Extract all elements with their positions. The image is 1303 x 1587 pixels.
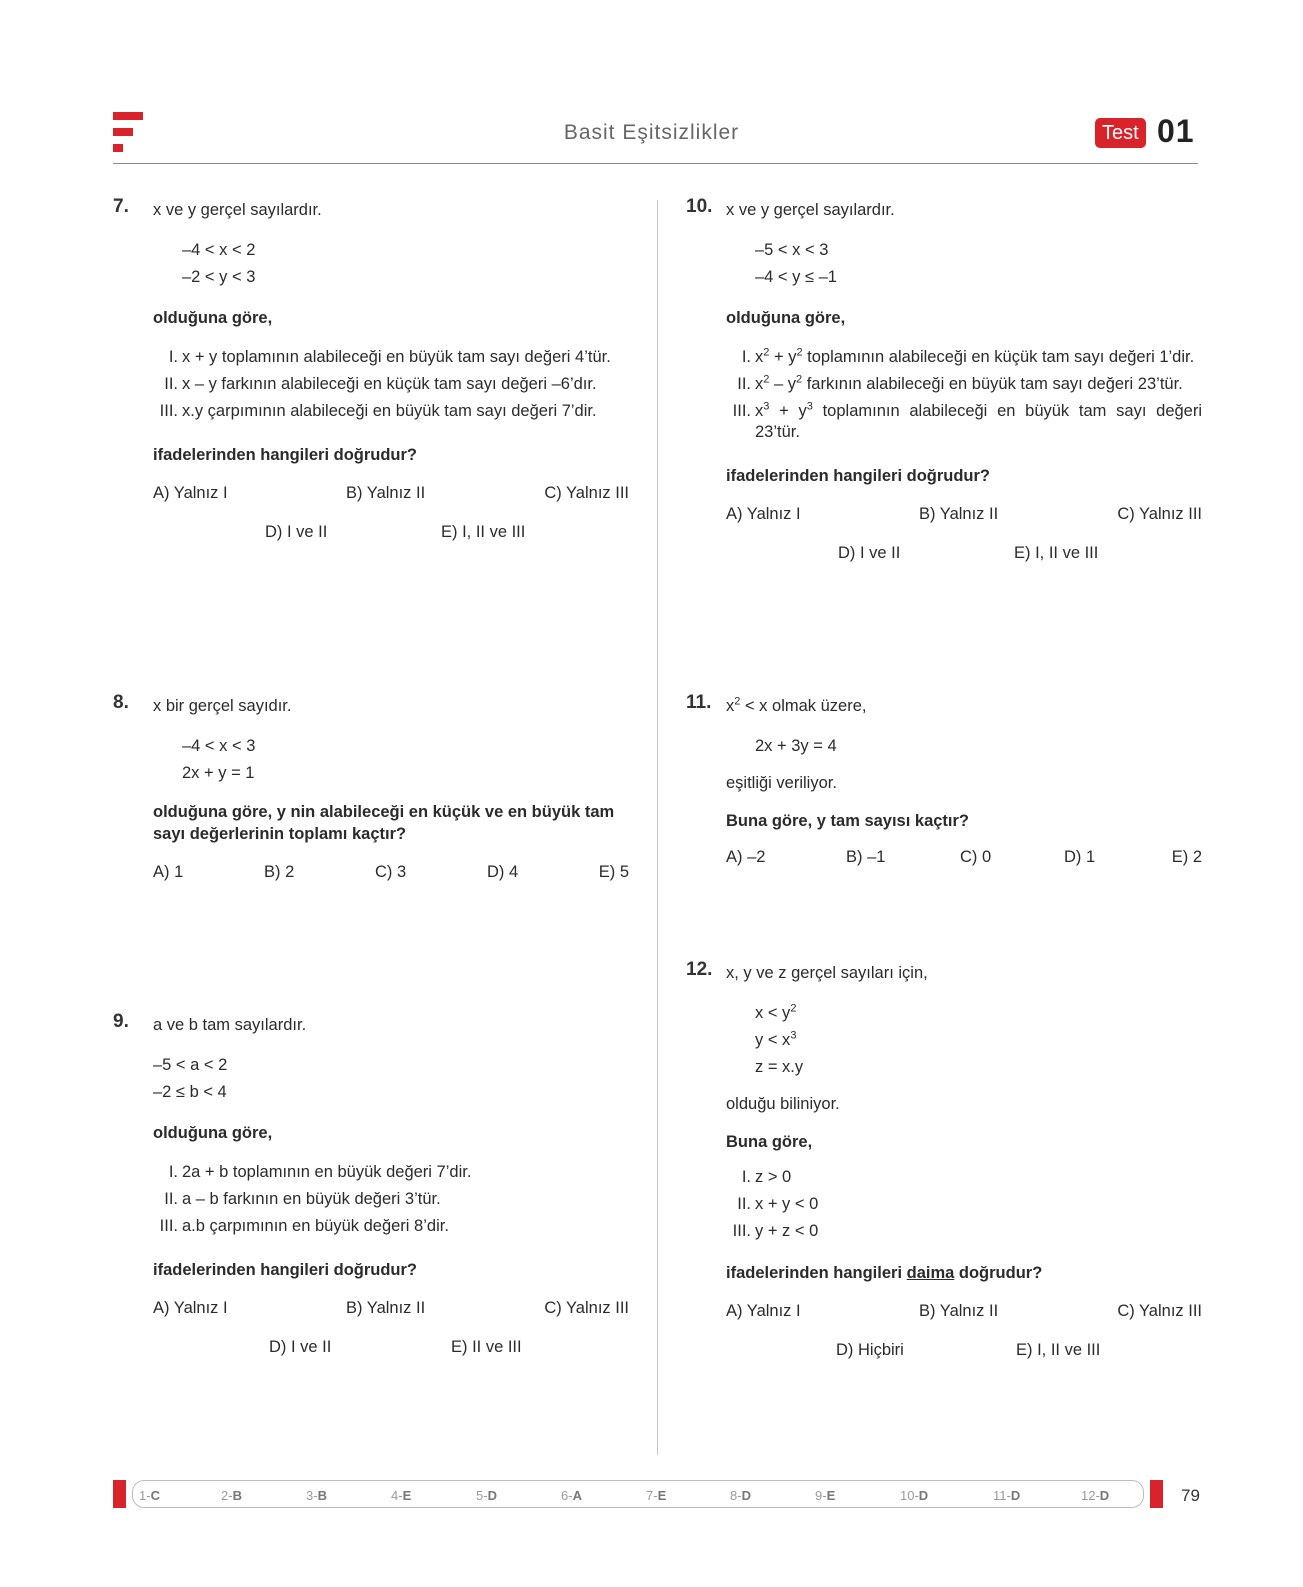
roman-numeral: I.: [168, 348, 178, 366]
answer-key-bar: [113, 1480, 1208, 1510]
prompt: olduğuna göre,: [726, 309, 846, 327]
option-d[interactable]: D) I ve II: [265, 523, 328, 541]
option-c[interactable]: C) 0: [960, 848, 992, 866]
given-conditions: [182, 733, 629, 787]
option-b[interactable]: B) Yalnız II: [919, 505, 999, 523]
test-number: 01: [1157, 113, 1195, 149]
question-text: ifadelerinden hangileri daima doğrudur?: [726, 1264, 1043, 1282]
given-conditions: [755, 733, 1202, 760]
condition: –4 < x < 3: [182, 737, 256, 755]
option-b[interactable]: B) –1: [846, 848, 886, 866]
option-e[interactable]: E) I, II ve III: [441, 523, 526, 541]
answer-key-item: 9-E: [815, 1488, 836, 1503]
option-b[interactable]: B) Yalnız II: [346, 1299, 426, 1317]
statement-text: x + y toplamının alabileceği en büyük tam sayı değeri 4’tür.: [182, 348, 611, 366]
roman-numeral: II.: [737, 375, 751, 393]
statement: [726, 1194, 1202, 1215]
statement-text: farkının alabileceği en büyük tam sayı değeri 23’tür.: [802, 375, 1183, 393]
question-number: 10.: [686, 196, 713, 217]
condition: –4 < x < 2: [182, 241, 256, 259]
header-divider: [113, 163, 1198, 164]
statement-text: x.y çarpımının alabileceği en büyük tam sayı değeri 7’dir.: [182, 402, 597, 420]
statement-list: [153, 1162, 629, 1237]
question-text: ifadelerinden hangileri doğrudur?: [726, 467, 991, 485]
question-text: Buna göre, y tam sayısı kaçtır?: [726, 812, 970, 830]
question-9: [113, 1011, 629, 1379]
statement: [726, 1221, 1202, 1242]
condition: 2x + y = 1: [182, 764, 255, 782]
statement: [153, 374, 629, 395]
condition: –4 < y ≤ –1: [755, 268, 837, 286]
option-b[interactable]: B) 2: [264, 863, 295, 881]
answer-options: [153, 484, 629, 564]
option-a[interactable]: A) Yalnız I: [153, 1299, 228, 1317]
question-number: 8.: [113, 692, 129, 713]
given-conditions: [755, 1000, 1202, 1081]
option-a[interactable]: A) Yalnız I: [726, 505, 801, 523]
condition: –2 ≤ b < 4: [153, 1083, 227, 1101]
given-conditions: [755, 237, 1202, 291]
condition: $x < y^2$: [755, 1002, 797, 1022]
question-stem: x ve y gerçel sayılardır.: [153, 201, 322, 219]
question-11: [686, 692, 1202, 888]
condition: 2x + 3y = 4: [755, 737, 837, 755]
question-number: 12.: [686, 959, 713, 980]
question-10: [686, 196, 1203, 585]
question-number: 11.: [686, 692, 712, 713]
roman-numeral: I.: [741, 1168, 751, 1186]
statement-text: x – y farkının alabileceği en küçük tam sayı değeri –6’dır.: [182, 375, 597, 393]
option-a[interactable]: A) –2: [726, 848, 766, 866]
answer-key-item: 1-C: [139, 1488, 160, 1503]
roman-numeral: I.: [168, 1163, 178, 1181]
answer-key-item: 4-E: [391, 1488, 412, 1503]
answer-key-item: 7-E: [646, 1488, 667, 1503]
prompt: olduğu biliniyor.: [726, 1095, 840, 1113]
statement-text: z > 0: [755, 1168, 792, 1186]
condition: z = x.y: [755, 1058, 804, 1076]
option-e[interactable]: E) 5: [598, 863, 629, 881]
prompt: olduğuna göre,: [153, 1124, 273, 1142]
roman-numeral: II.: [737, 1195, 751, 1213]
answer-options: [726, 848, 1202, 888]
prompt: olduğuna göre,: [153, 309, 273, 327]
statement-text: y + z < 0: [755, 1222, 819, 1240]
answer-key-item: 12-D: [1081, 1488, 1110, 1503]
roman-numeral: III.: [732, 1222, 751, 1240]
answer-bar-marker-left: [113, 1480, 126, 1508]
page-title: Basit Eşitsizlikler: [563, 121, 740, 144]
statement-list: [726, 1167, 1202, 1242]
question-8: [113, 692, 629, 903]
statement-text: a.b çarpımının en büyük değeri 8’dir.: [182, 1217, 449, 1235]
page-number: 79: [1181, 1486, 1200, 1505]
statement: [153, 1216, 629, 1237]
roman-numeral: II.: [164, 375, 178, 393]
option-e[interactable]: E) I, II ve III: [1016, 1341, 1101, 1359]
answer-options: [153, 863, 629, 903]
given-conditions: [153, 1052, 629, 1106]
column-divider: [657, 200, 658, 1455]
answer-key-item: 5-D: [476, 1488, 497, 1503]
answer-options: [726, 505, 1202, 585]
statement-text: 2a + b toplamının en büyük değeri 7’dir.: [182, 1163, 472, 1181]
option-c[interactable]: C) Yalnız III: [1117, 505, 1202, 523]
question-stem: x bir gerçel sayıdır.: [153, 697, 292, 715]
question-stem: x ve y gerçel sayılardır.: [726, 201, 895, 219]
option-e[interactable]: E) II ve III: [451, 1338, 522, 1356]
answer-key-item: 2-B: [221, 1488, 242, 1503]
condition: –5 < a < 2: [153, 1056, 228, 1074]
question-text: olduğuna göre, y nin alabileceği en küçük ve en büyük tam sayı değerlerinin toplamı kaçtır?: [153, 803, 615, 843]
question-12: [686, 959, 1202, 1382]
answer-bar-marker-right: [1150, 1480, 1163, 1508]
condition: –2 < y < 3: [182, 268, 256, 286]
roman-numeral: III.: [159, 402, 178, 420]
condition: $y < x^3$: [755, 1029, 797, 1049]
option-b[interactable]: B) Yalnız II: [346, 484, 426, 502]
statement: III. $x^3 + y^3$ toplamının alabileceği en büyük tam sayı değeri 23’tür.: [732, 400, 1203, 441]
option-c[interactable]: C) Yalnız III: [544, 484, 629, 502]
emphasis: daima: [906, 1264, 955, 1282]
answer-options: [726, 1302, 1202, 1382]
roman-numeral: I.: [741, 348, 751, 366]
option-b[interactable]: B) Yalnız II: [919, 1302, 999, 1320]
roman-numeral: III.: [732, 402, 751, 420]
answer-key-item: 10-D: [900, 1488, 929, 1503]
option-e[interactable]: E) I, II ve III: [1014, 544, 1099, 562]
option-d[interactable]: D) I ve II: [269, 1338, 332, 1356]
prompt: eşitliği veriliyor.: [726, 774, 837, 792]
question-stem: x, y ve z gerçel sayıları için,: [726, 964, 928, 982]
statement-list: [153, 347, 629, 422]
question-number: 9.: [113, 1011, 129, 1032]
option-d[interactable]: D) I ve II: [838, 544, 901, 562]
test-badge: Test: [1095, 118, 1146, 148]
option-d[interactable]: D) 1: [1064, 848, 1096, 866]
statement-list: [726, 347, 1202, 443]
answer-key-item: 8-D: [730, 1488, 751, 1503]
roman-numeral: III.: [159, 1217, 178, 1235]
question-stem: $x^2 < x$ olmak üzere,: [726, 695, 867, 715]
statement-text: toplamının alabileceği en büyük tam sayı değeri 23’tür.: [755, 402, 1203, 441]
option-a[interactable]: A) 1: [153, 863, 184, 881]
statement-text: x + y < 0: [755, 1195, 819, 1213]
option-a[interactable]: A) Yalnız I: [153, 484, 228, 502]
statement: I. $x^2 + y^2$ toplamının alabileceği en küçük tam sayı değeri 1’dir.: [741, 346, 1195, 366]
option-e[interactable]: E) 2: [1171, 848, 1202, 866]
statement: [726, 1167, 1202, 1188]
answer-options: [153, 1299, 629, 1379]
statement-text: toplamının alabileceği en küçük tam sayı değeri 1’dir.: [802, 348, 1195, 366]
given-conditions: [182, 237, 629, 291]
option-a[interactable]: A) Yalnız I: [726, 1302, 801, 1320]
option-c[interactable]: C) Yalnız III: [544, 1299, 629, 1317]
question-number: 7.: [113, 196, 129, 217]
statement-text: a – b farkının en büyük değeri 3’tür.: [182, 1190, 441, 1208]
statement: [153, 1162, 629, 1183]
answer-key-item: 6-A: [561, 1488, 582, 1503]
question-text: ifadelerinden hangileri doğrudur?: [153, 1261, 418, 1279]
roman-numeral: II.: [164, 1190, 178, 1208]
statement: [153, 401, 629, 422]
answer-key-pill: [132, 1480, 1144, 1508]
answer-key-item: 11-D: [993, 1488, 1021, 1503]
statement: [153, 1189, 629, 1210]
question-stem: a ve b tam sayılardır.: [153, 1016, 307, 1034]
answer-key-item: 3-B: [306, 1488, 327, 1503]
option-d[interactable]: D) Hiçbiri: [836, 1341, 904, 1359]
condition: –5 < x < 3: [755, 241, 829, 259]
question-text: ifadelerinden hangileri doğrudur?: [153, 446, 418, 464]
question-7: [113, 196, 629, 564]
statement: [153, 347, 629, 368]
option-c[interactable]: C) 3: [375, 863, 407, 881]
statement: II. $x^2 - y^2$ farkının alabileceği en büyük tam sayı değeri 23’tür.: [737, 373, 1183, 393]
option-d[interactable]: D) 4: [487, 863, 519, 881]
prompt-secondary: Buna göre,: [726, 1133, 813, 1151]
option-c[interactable]: C) Yalnız III: [1117, 1302, 1202, 1320]
